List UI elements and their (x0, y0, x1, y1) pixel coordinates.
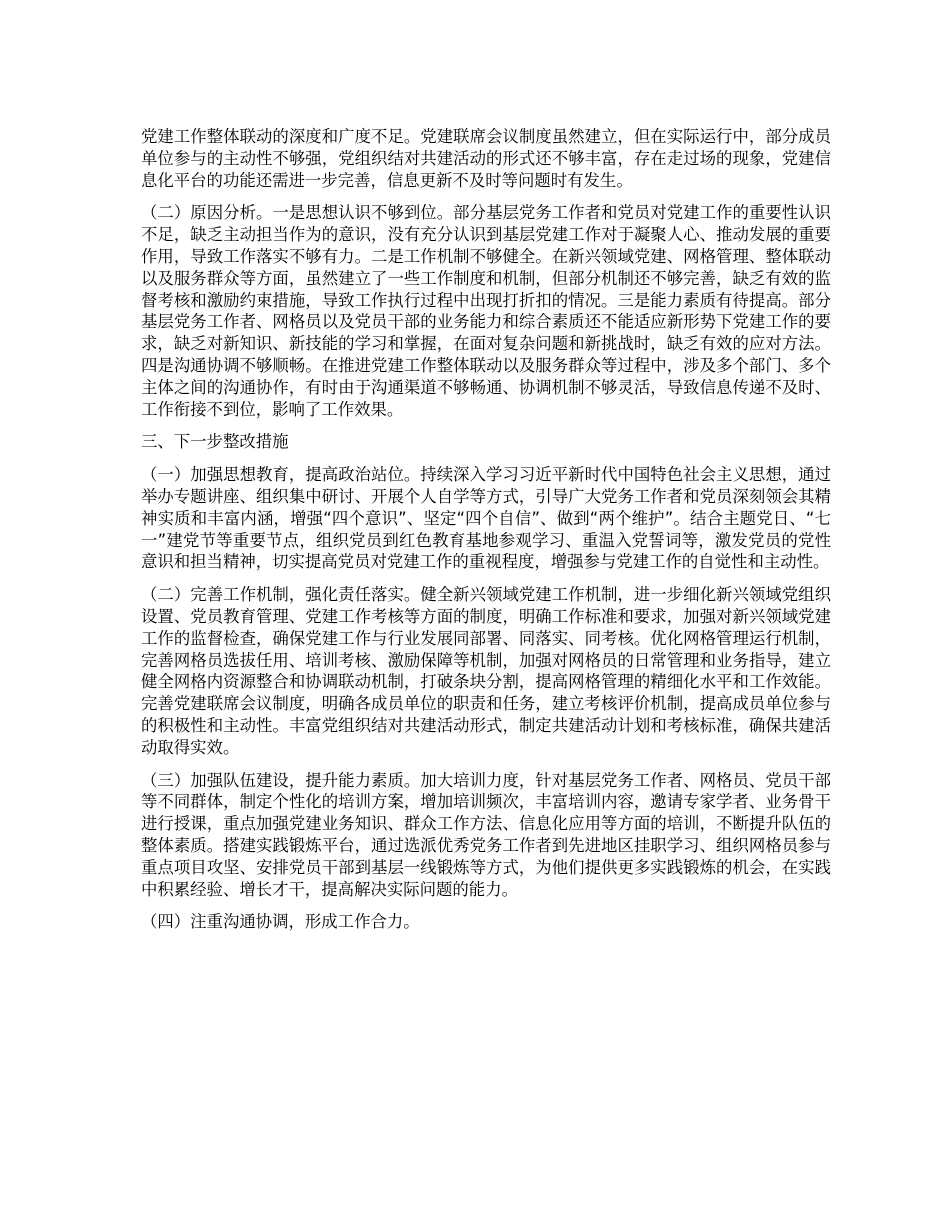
paragraph-measure-2: （二）完善工作机制，强化责任落实。健全新兴领域党建工作机制，进一步细化新兴领域党组织设置、党员教育管理、党建工作考核等方面的制度，明确工作标准和要求，加强对新兴领域党建工作的监督检查，确保党建工作与行业发展同部署、同落实、同考核。优化网格管理运行机制，完善网格员选拔任用、培训考核、激励保障等机制，加强对网格员的日常管理和业务指导，建立健全网格内资源整合和协调联动机制，打破条块分割，提高网格管理的精细化水平和工作效能。完善党建联席会议制度，明确各成员单位的职责和任务，建立考核评价机制，提高成员单位参与的积极性和主动性。丰富党组织结对共建活动形式，制定共建活动计划和考核标准，确保共建活动取得实效。 (141, 585, 831, 757)
paragraph-cause-analysis: （二）原因分析。一是思想认识不够到位。部分基层党务工作者和党员对党建工作的重要性认识不足，缺乏主动担当作为的意识，没有充分认识到基层党建工作对于凝聚人心、推动发展的重要作用，导致工作落实不够有力。二是工作机制不够健全。在新兴领域党建、网格管理、整体联动以及服务群众等方面，虽然建立了一些工作制度和机制，但部分机制还不够完善，缺乏有效的监督考核和激励约束措施，导致工作执行过程中出现打折扣的情况。三是能力素质有待提高。部分基层党务工作者、网格员以及党员干部的业务能力和综合素质还不能适应新形势下党建工作的要求，缺乏对新知识、新技能的学习和掌握，在面对复杂问题和新挑战时，缺乏有效的应对方法。四是沟通协调不够顺畅。在推进党建工作整体联动以及服务群众等过程中，涉及多个部门、多个主体之间的沟通协作，有时由于沟通渠道不够畅通、协调机制不够灵活，导致信息传递不及时、工作衔接不到位，影响了工作效果。 (141, 203, 831, 419)
paragraph-measure-1: （一）加强思想教育，提高政治站位。持续深入学习习近平新时代中国特色社会主义思想，通过举办专题讲座、组织集中研讨、开展个人自学等方式，引导广大党务工作者和党员深刻领会其精神实质和丰富内涵，增强“四个意识”、坚定“四个自信”、做到“两个维护”。结合主题党日、“七一”建党节等重要节点，组织党员到红色教育基地参观学习、重温入党誓词等，激发党员的党性意识和担当精神，切实提高党员对党建工作的重视程度，增强参与党建工作的自觉性和主动性。 (141, 465, 831, 572)
document-page (141, 126, 831, 944)
paragraph-continuation: 党建工作整体联动的深度和广度不足。党建联席会议制度虽然建立，但在实际运行中，部分成员单位参与的主动性不够强，党组织结对共建活动的形式还不够丰富，存在走过场的现象，党建信息化平台的功能还需进一步完善，信息更新不及时等问题时有发生。 (141, 127, 831, 190)
section-heading-rectification: 三、下一步整改措施 (141, 432, 289, 452)
paragraph-measure-4: （四）注重沟通协调，形成工作合力。 (141, 912, 420, 932)
paragraph-measure-3: （三）加强队伍建设，提升能力素质。加大培训力度，针对基层党务工作者、网格员、党员干部等不同群体，制定个性化的培训方案，增加培训频次，丰富培训内容，邀请专家学者、业务骨干进行授课，重点加强党建业务知识、群众工作方法、信息化应用等方面的培训，不断提升队伍的整体素质。搭建实践锻炼平台，通过选派优秀党务工作者到先进地区挂职学习、组织网格员参与重点项目攻坚、安排党员干部到基层一线锻炼等方式，为他们提供更多实践锻炼的机会，在实践中积累经验、增长才干，提高解决实际问题的能力。 (141, 770, 831, 899)
